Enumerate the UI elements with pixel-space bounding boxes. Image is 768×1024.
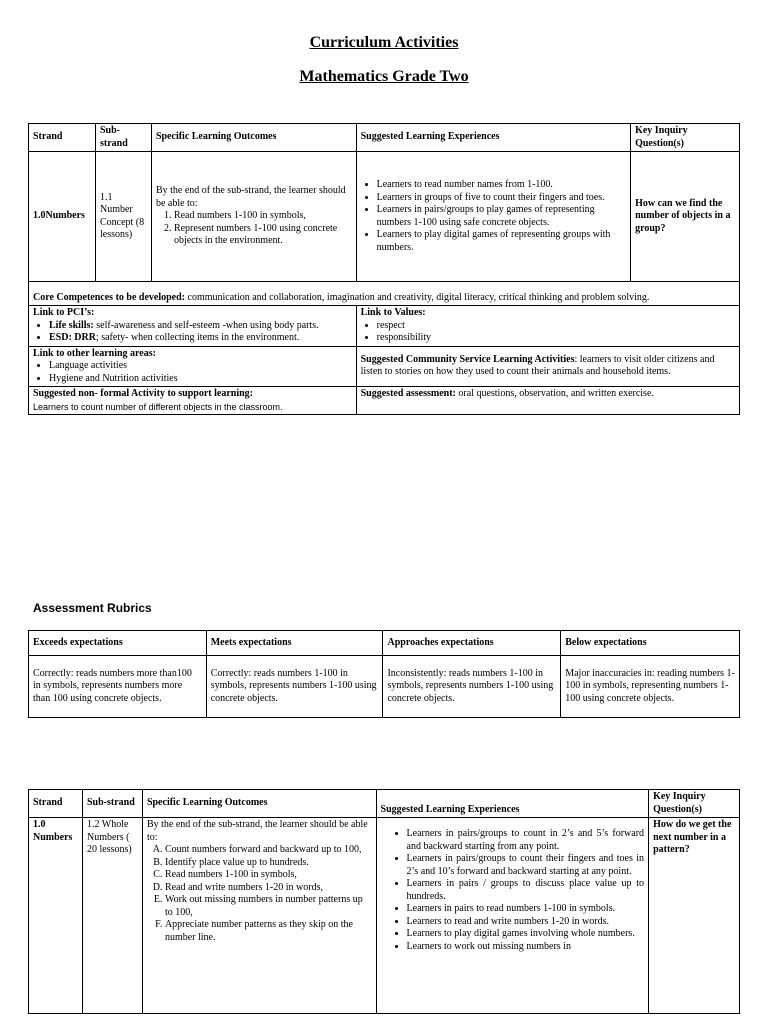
document-title: Curriculum Activities — [309, 34, 459, 51]
outcomes-cell — [142, 818, 376, 1014]
pci-cell — [29, 306, 357, 347]
list-item: B. Identify place value up to hundreds. — [165, 857, 372, 870]
list-item: C. Read numbers 1-100 in symbols, — [165, 869, 372, 882]
inquiry-cell: How can we find the number of objects in a group? — [631, 152, 740, 282]
experiences-cell — [376, 818, 649, 1014]
header-substrand: Sub-strand — [95, 124, 151, 152]
rubric-exceeds-cell: Correctly: reads numbers more than100 in symbols, represents numbers more than 100 using concrete objects. — [29, 656, 207, 718]
rubric-header-approaches: Approaches expectations — [383, 631, 561, 656]
curriculum-table-1 — [28, 123, 740, 415]
nonformal-row — [29, 387, 740, 415]
strand-cell: 1.0 Numbers — [29, 818, 83, 1014]
list-item: • Learners to play digital games of representing groups with numbers. — [377, 229, 626, 254]
header-strand: Strand — [29, 124, 96, 152]
values-label: Link to Values: — [360, 307, 426, 318]
header-outcomes: Specific Learning Outcomes — [151, 124, 356, 152]
table-row — [29, 818, 740, 1014]
list-item: • Learners in pairs / groups to discuss place value up to hundreds. — [407, 878, 645, 903]
rubric-header-meets: Meets expectations — [206, 631, 383, 656]
list-item: • Learners to read number names from 1-100. — [377, 179, 626, 192]
strand-cell: 1.0Numbers — [29, 152, 96, 282]
list-item: • respect — [377, 320, 735, 333]
community-text: : learners to visit older citizens and listen to stories on how they used to count their animals and household items. — [360, 353, 715, 378]
substrand-cell: 1.2 Whole Numbers ( 20 lessons) — [82, 818, 142, 1014]
list-item: • responsibility — [377, 332, 735, 345]
assessment-text: oral questions, observation, and written exercise. — [455, 388, 654, 399]
nonformal-cell — [29, 387, 357, 415]
nonformal-label: Suggested non- formal Activity to support learning: — [33, 388, 253, 399]
list-item: • Hygiene and Nutrition activities — [49, 373, 352, 386]
curriculum-table-2 — [28, 789, 740, 1014]
header-strand: Strand — [29, 790, 83, 818]
nonformal-text: Learners to count number of different objects in the classroom. — [33, 401, 283, 412]
list-item: 1. Read numbers 1-100 in symbols, — [174, 210, 352, 223]
rubric-approaches-cell: Inconsistently: reads numbers 1-100 in symbols, represents numbers 1-100 using concrete objects. — [383, 656, 561, 718]
outcomes-intro: By the end of the sub-strand, the learner should be able to: — [155, 185, 346, 209]
list-item: • Life skills: self-awareness and self-esteem -when using body parts. — [49, 320, 352, 333]
table-row — [29, 152, 740, 282]
pci-label: Link to PCI’s: — [33, 307, 95, 318]
links-row — [29, 306, 740, 347]
rubrics-title: Assessment Rubrics — [33, 601, 152, 615]
community-cell — [356, 346, 739, 387]
rubrics-table — [28, 630, 740, 718]
experiences-cell — [356, 152, 630, 282]
list-item: E. Work out missing numbers in number patterns up to 100, — [165, 894, 372, 919]
list-item: 2. Represent numbers 1-100 using concrete objects in the environment. — [174, 223, 352, 248]
list-item: • Learners in pairs/groups to count in 2’s and 5’s forward and backward starting from any point. — [407, 828, 645, 853]
header-outcomes: Specific Learning Outcomes — [142, 790, 376, 818]
outcomes-cell — [151, 152, 356, 282]
other-areas-label: Link to other learning areas: — [33, 347, 156, 359]
assessment-cell — [356, 387, 739, 415]
values-cell — [356, 306, 739, 347]
list-item: • Learners to play digital games involving whole numbers. — [407, 928, 645, 941]
list-item: F. Appreciate number patterns as they skip on the number line. — [165, 919, 372, 944]
rubric-below-cell: Major inaccuracies in: reading numbers 1-100 in symbols, representing numbers 1-100 using concrete objects. — [561, 656, 740, 718]
table-header-row — [29, 631, 740, 656]
header-experiences: Suggested Learning Experiences — [356, 124, 630, 152]
assessment-label: Suggested assessment: — [360, 388, 456, 399]
list-item: A. Count numbers forward and backward up to 100, — [165, 844, 372, 857]
core-competences-text: communication and collaboration, imagination and creativity, digital literacy, critical thinking and problem solving. — [185, 291, 650, 303]
list-item: • Learners to work out missing numbers in — [407, 941, 645, 954]
list-item: • Language activities — [49, 360, 352, 373]
header-inquiry: Key Inquiry Question(s) — [631, 124, 740, 152]
community-label: Suggested Community Service Learning Activities — [360, 353, 575, 365]
header-inquiry: Key Inquiry Question(s) — [649, 790, 740, 818]
list-item: D. Read and write numbers 1-20 in words, — [165, 882, 372, 895]
list-item: • Learners in pairs/groups to count their fingers and toes in 2’s and 10’s forward and backward starting at any point. — [407, 853, 645, 878]
substrand-cell: 1.1 Number Concept (8 lessons) — [95, 152, 151, 282]
other-areas-cell — [29, 346, 357, 387]
list-item: • Learners in pairs/groups to play games of representing numbers 1-100 using safe concrete objects. — [377, 204, 626, 229]
list-item: • Learners in groups of five to count their fingers and toes. — [377, 192, 626, 205]
core-competences-cell — [29, 282, 740, 306]
core-competences-label: Core Competences to be developed: — [33, 291, 186, 303]
outcomes-intro: By the end of the sub-strand, the learner should be able to: — [146, 819, 368, 843]
header-substrand: Sub-strand — [82, 790, 142, 818]
rubric-meets-cell: Correctly: reads numbers 1-100 in symbols, represents numbers 1-100 using concrete objects. — [206, 656, 383, 718]
document-subtitle: Mathematics Grade Two — [299, 68, 469, 85]
list-item: • ESD: DRR; safety- when collecting items in the environment. — [49, 332, 352, 345]
list-item: • Learners in pairs to read numbers 1-100 in symbols. — [407, 903, 645, 916]
rubric-header-below: Below expectations — [561, 631, 740, 656]
list-item: • Learners to read and write numbers 1-20 in words. — [407, 916, 645, 929]
table-row — [29, 656, 740, 718]
core-competences-row — [29, 282, 740, 306]
areas-row — [29, 346, 740, 387]
inquiry-cell: How do we get the next number in a pattern? — [649, 818, 740, 1014]
rubric-header-exceeds: Exceeds expectations — [29, 631, 207, 656]
table-header-row — [29, 790, 740, 818]
header-experiences: Suggested Learning Experiences — [376, 790, 649, 818]
table-header-row — [29, 124, 740, 152]
